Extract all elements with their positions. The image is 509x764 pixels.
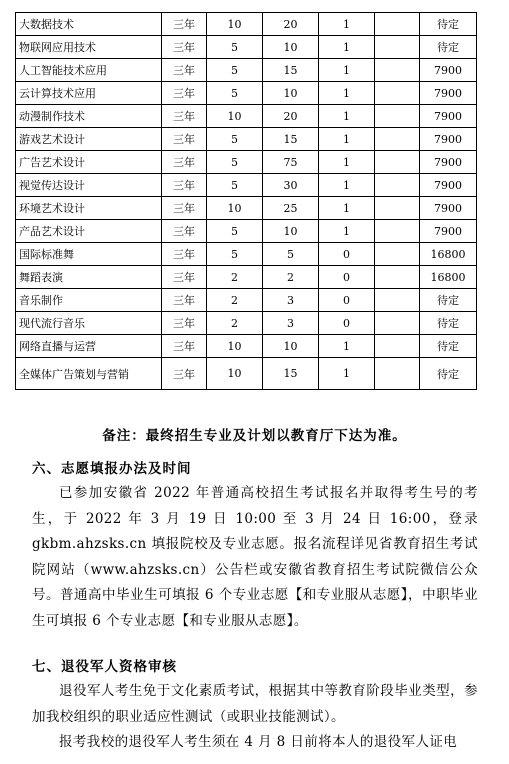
table-cell-c2: 5 [263,243,319,266]
table-cell-empty [375,128,420,151]
section-6-paragraph [32,481,478,635]
table-cell-c2: 10 [263,220,319,243]
table-cell-name: 音乐制作 [16,289,162,312]
table-cell-empty [375,174,420,197]
table-cell-years: 三年 [162,197,207,220]
table-cell-c3: 1 [319,220,375,243]
table-cell-name: 国际标准舞 [16,243,162,266]
table-cell-c3: 1 [319,13,375,36]
table-cell-fee: 7900 [420,174,477,197]
table-cell-c1: 5 [207,82,263,105]
table-row [16,82,477,105]
table-cell-c1: 10 [207,358,263,390]
table-cell-empty [375,197,420,220]
table-row [16,197,477,220]
table-row [16,220,477,243]
section-7-text-2: 报考我校的退役军人考生须在 4 月 8 日前将本人的退役军人证电 [59,734,458,751]
enrollment-plan-table [15,12,477,390]
table-cell-c3: 1 [319,174,375,197]
table-cell-name: 网络直播与运营 [16,335,162,358]
table-cell-c3: 0 [319,266,375,289]
table-cell-c2: 3 [263,289,319,312]
table-row [16,312,477,335]
table-cell-c1: 5 [207,59,263,82]
table-cell-name: 产品艺术设计 [16,220,162,243]
section-6-text: 已参加安徽省 2022 年普通高校招生考试报名并取得考生号的考生，于 2022 年 3 月 19 日 10:00 至 3 月 24 日 16:00，登录 gkbm.ahzsks.cn 填报院校及专业志愿。报名流程详见省教育招生考试院网站（www.ahzsks.cn）公告栏或安徽省教育招生考试院微信公众号。普通高中毕业生可填报 6 个专业志愿【和专业服从志愿】，中职毕业生可填报 6 个专业志愿【和专业服从志愿】。 [32,485,478,629]
table-cell-c3: 1 [319,36,375,59]
table-cell-name: 舞蹈表演 [16,266,162,289]
table-cell-years: 三年 [162,335,207,358]
table-cell-c1: 10 [207,335,263,358]
table-cell-c1: 5 [207,36,263,59]
table-cell-c3: 1 [319,105,375,128]
table-cell-empty [375,243,420,266]
table-cell-fee: 7900 [420,59,477,82]
table-cell-empty [375,82,420,105]
table-cell-c2: 25 [263,197,319,220]
table-cell-years: 三年 [162,36,207,59]
table-cell-empty [375,151,420,174]
table-cell-years: 三年 [162,312,207,335]
table-cell-c3: 1 [319,197,375,220]
table-cell-c1: 5 [207,174,263,197]
table-cell-name: 动漫制作技术 [16,105,162,128]
table-cell-empty [375,335,420,358]
table-cell-c2: 30 [263,174,319,197]
table-cell-fee: 7900 [420,128,477,151]
table-cell-c3: 1 [319,151,375,174]
table-cell-years: 三年 [162,128,207,151]
table-cell-name: 广告艺术设计 [16,151,162,174]
table-cell-c1: 10 [207,197,263,220]
table-cell-name: 视觉传达设计 [16,174,162,197]
table-body [16,13,477,390]
table-cell-fee: 7900 [420,82,477,105]
section-7-heading: 七、退役军人资格审核 [32,659,177,675]
table-cell-fee: 待定 [420,335,477,358]
table-cell-empty [375,289,420,312]
table-cell-fee: 16800 [420,243,477,266]
table-row [16,266,477,289]
table-cell-name: 云计算技术应用 [16,82,162,105]
table-cell-name: 游戏艺术设计 [16,128,162,151]
table-cell-c2: 15 [263,358,319,390]
table-cell-name: 全媒体广告策划与营销 [16,358,162,390]
table-cell-c1: 5 [207,220,263,243]
table-cell-years: 三年 [162,151,207,174]
table-cell-years: 三年 [162,220,207,243]
table-cell-c3: 1 [319,358,375,390]
table-cell-name: 物联网应用技术 [16,36,162,59]
table-cell-fee: 16800 [420,266,477,289]
table-cell-name: 大数据技术 [16,13,162,36]
section-7-paragraph [32,679,478,756]
table-cell-c1: 2 [207,312,263,335]
table-cell-c1: 5 [207,151,263,174]
table-cell-c1: 2 [207,289,263,312]
table-cell-fee: 待定 [420,36,477,59]
table-cell-empty [375,36,420,59]
table-cell-c1: 10 [207,105,263,128]
table-cell-c1: 5 [207,128,263,151]
table-row [16,151,477,174]
table-row [16,128,477,151]
table-cell-fee: 7900 [420,105,477,128]
table-cell-years: 三年 [162,13,207,36]
table-cell-years: 三年 [162,59,207,82]
table-cell-c3: 0 [319,289,375,312]
table-cell-c2: 10 [263,36,319,59]
table-cell-years: 三年 [162,358,207,390]
table-cell-name: 人工智能技术应用 [16,59,162,82]
table-cell-fee: 待定 [420,312,477,335]
table-cell-empty [375,220,420,243]
table-cell-years: 三年 [162,266,207,289]
table-cell-empty [375,358,420,390]
table-cell-c1: 10 [207,13,263,36]
table-cell-c2: 2 [263,266,319,289]
table-cell-fee: 待定 [420,13,477,36]
table-cell-empty [375,105,420,128]
table-cell-years: 三年 [162,174,207,197]
table-cell-c1: 2 [207,266,263,289]
table-cell-empty [375,312,420,335]
table-row [16,289,477,312]
table-row [16,13,477,36]
table-cell-c1: 5 [207,243,263,266]
table-cell-name: 现代流行音乐 [16,312,162,335]
table-cell-c3: 0 [319,243,375,266]
table-cell-years: 三年 [162,105,207,128]
table-cell-c2: 20 [263,105,319,128]
table-row [16,335,477,358]
table-cell-empty [375,266,420,289]
table-cell-c2: 10 [263,335,319,358]
table-row [16,358,477,390]
table-cell-empty [375,13,420,36]
table-row [16,36,477,59]
table-cell-years: 三年 [162,289,207,312]
table-row [16,59,477,82]
table-cell-fee: 7900 [420,197,477,220]
table-cell-c2: 10 [263,82,319,105]
table-row [16,174,477,197]
table-cell-c3: 1 [319,128,375,151]
table-row [16,243,477,266]
table-cell-c2: 20 [263,13,319,36]
remark-note: 备注：最终招生专业及计划以教育厅下达为准。 [102,428,407,444]
table-cell-fee: 7900 [420,151,477,174]
table-cell-c2: 75 [263,151,319,174]
table-cell-c2: 15 [263,59,319,82]
table-cell-years: 三年 [162,82,207,105]
table-cell-c3: 0 [319,312,375,335]
table-cell-c3: 1 [319,82,375,105]
table-row [16,105,477,128]
table-cell-c3: 1 [319,59,375,82]
table-cell-fee: 7900 [420,220,477,243]
table-cell-years: 三年 [162,243,207,266]
table-cell-name: 环境艺术设计 [16,197,162,220]
section-6-heading: 六、志愿填报办法及时间 [32,461,192,477]
table-cell-c2: 3 [263,312,319,335]
table-cell-empty [375,59,420,82]
table-cell-c2: 15 [263,128,319,151]
section-7-text-1: 退役军人考生免于文化素质考试，根据其中等教育阶段毕业类型，参加我校组织的职业适应性测试（或职业技能测试）。 [32,683,478,725]
table-cell-c3: 1 [319,335,375,358]
table-cell-fee: 待定 [420,358,477,390]
table-cell-fee: 待定 [420,289,477,312]
